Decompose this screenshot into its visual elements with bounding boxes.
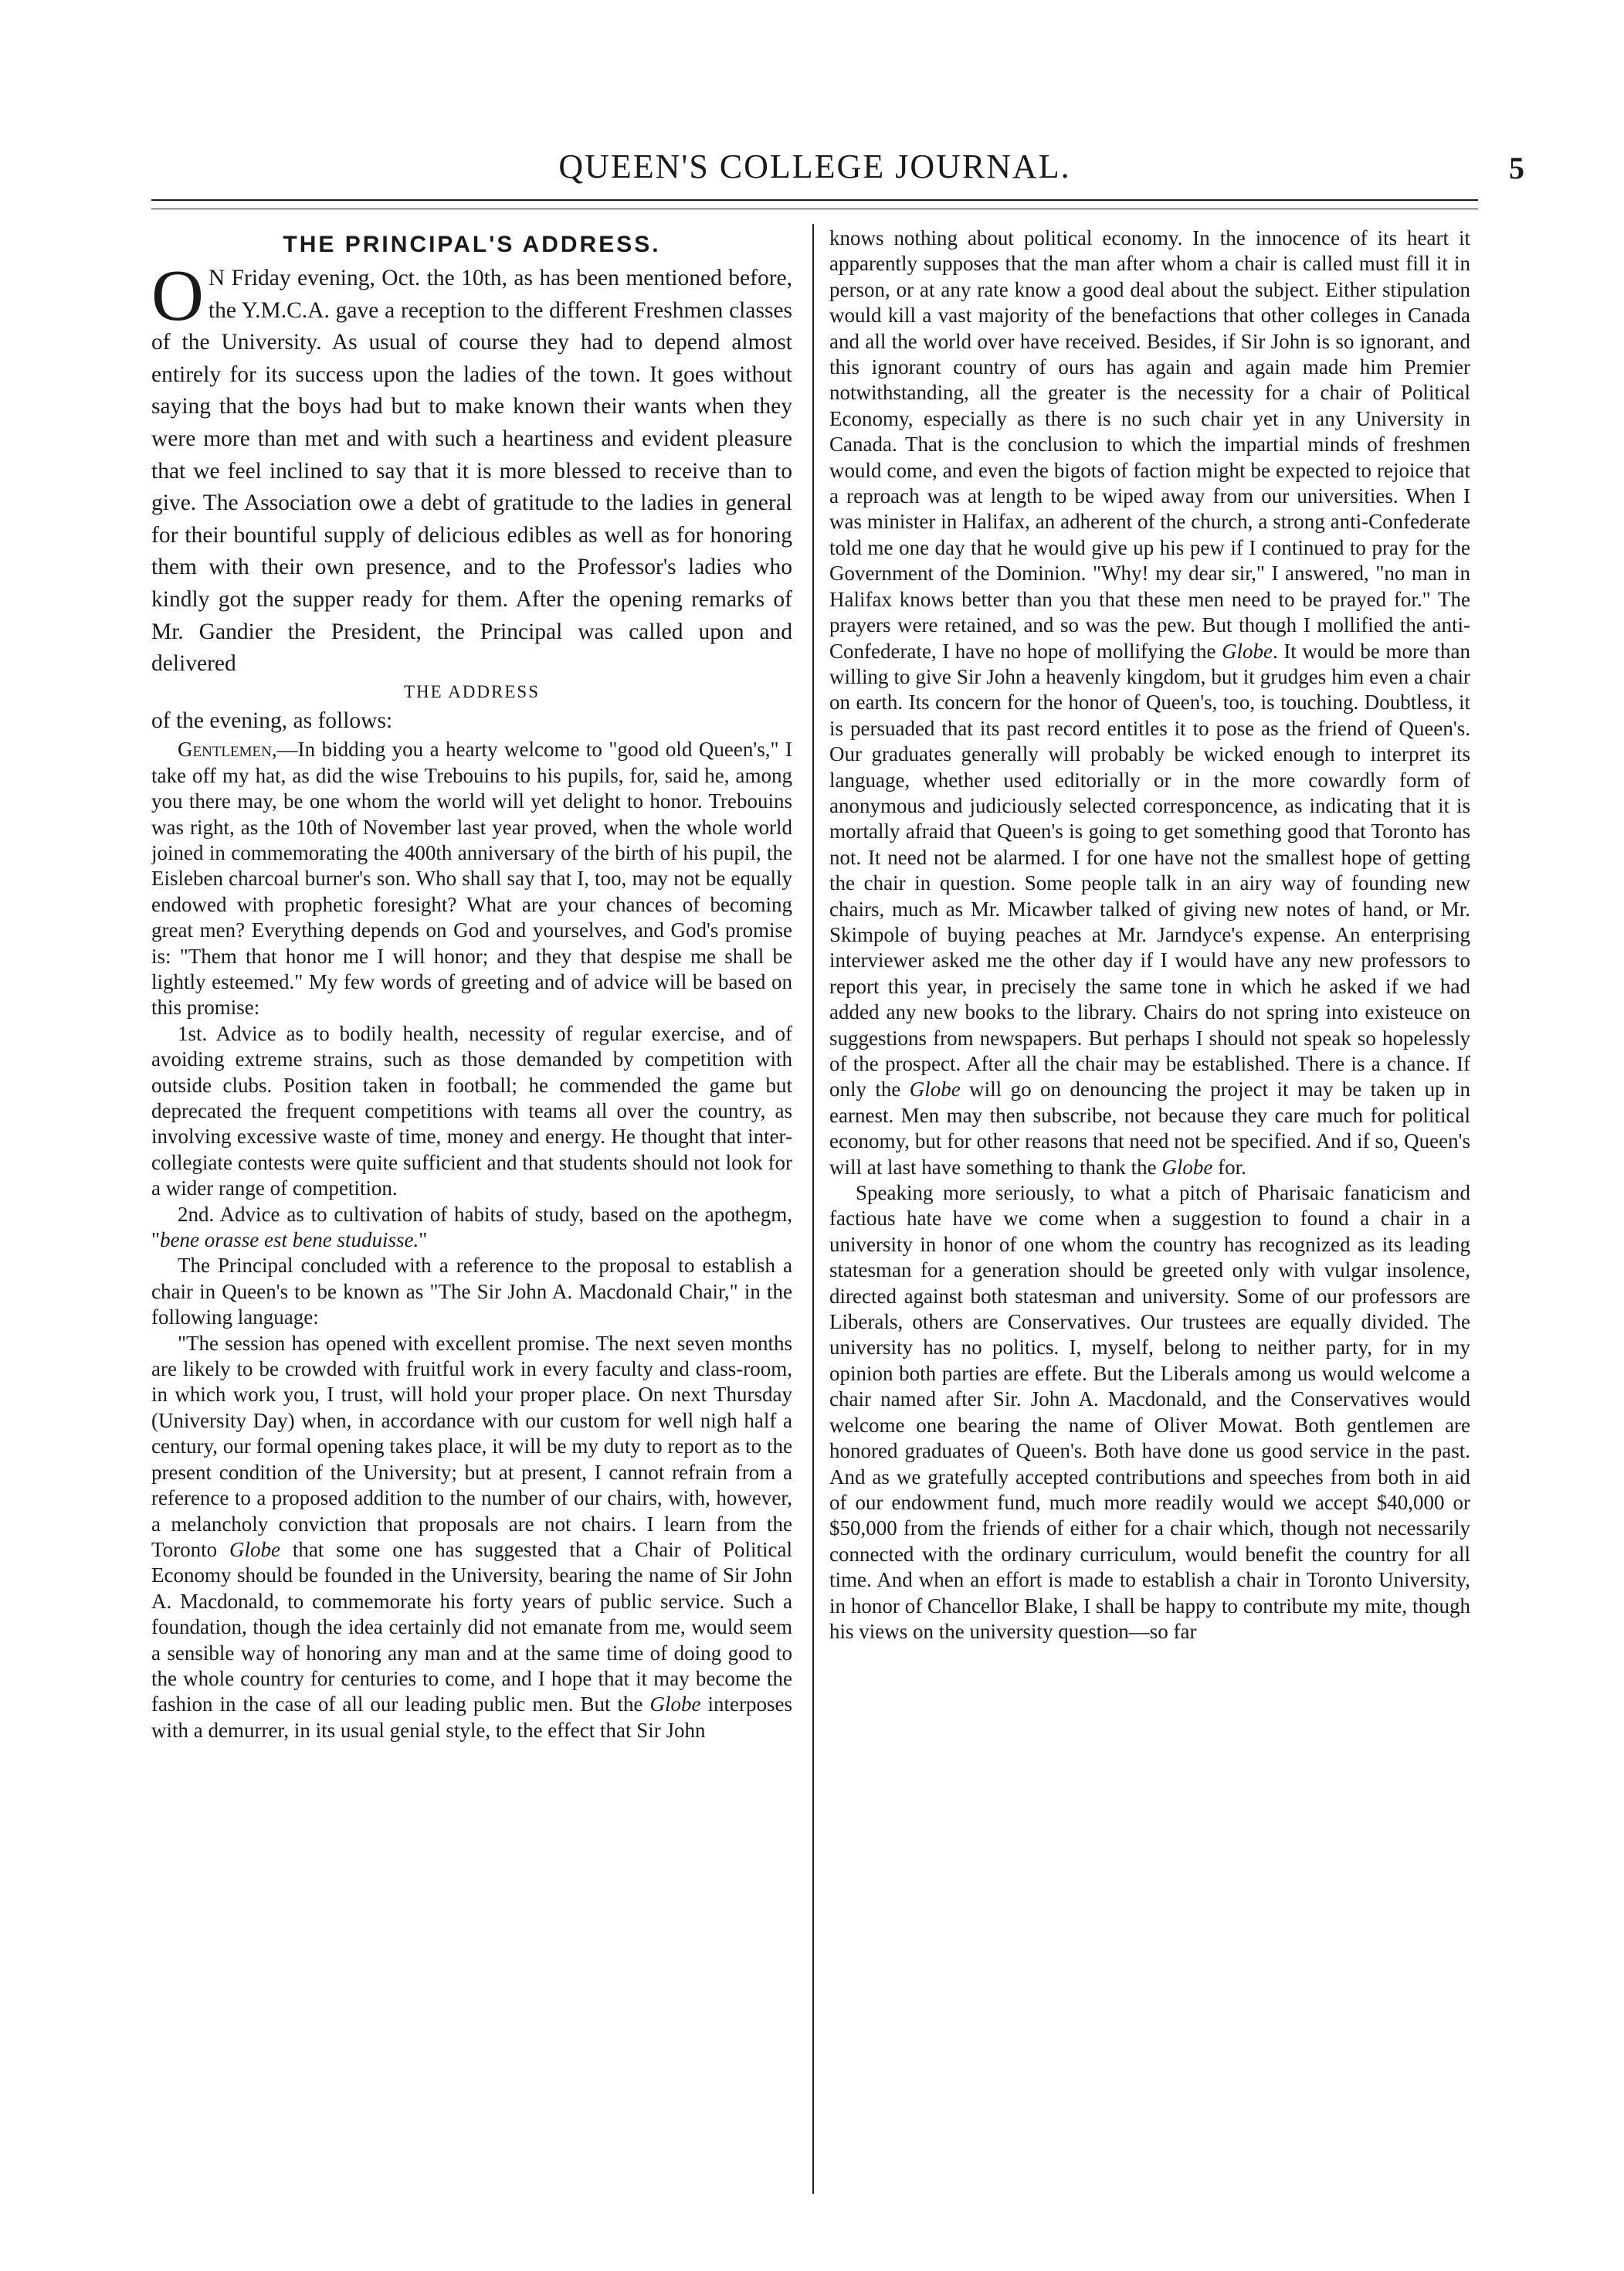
- page-header: [151, 137, 1524, 192]
- globe-ref: Globe: [1222, 639, 1273, 663]
- advice-two-close: ": [419, 1228, 428, 1252]
- right-text-b: . It would be more than willing to give Sir John a heavenly kingdom, but it grudges him even a chair on earth. Its concern for the honor of Queen's, too, is touching. Doubtless, it is persuaded that its past record entitles it to pose as the friend of Queen's. Our graduates generally will probably be wicked enough to interpret its language, whether used editorially or in the more cowardly form of anonymous and judiciously selected corresponcence, as indicating that it is mortally afraid that Queen's is going to get something good that Toronto has not. It need not be alarmed. I for one have not the smallest hope of getting the chair in question. Some people talk in an airy way of founding new chairs, much as Mr. Micawber talked of giving new notes of hand, or Mr. Skimpole of buying peaches at Mr. Jarndyce's expense. An enterprising interviewer asked me the other day if I would have any new professors to report this year, in precisely the same tone in which he asked if we had added any new books to the library. Chairs do not spring into existeuce on suggestions from newspapers. But perhaps I should not speak so hopelessly of the prospect. After all the chair may be established. There is a chance. If only the: [829, 639, 1470, 1102]
- header-rule: [151, 199, 1478, 201]
- gentlemen-paragraph: [151, 737, 792, 1020]
- right-text-c: will go on denouncing the project it may be taken up in earnest. Men may then subscribe, not because they care much for political economy, but for other reasons that need not be specified. And if so, Queen's will at last have something to thank the: [829, 1078, 1470, 1179]
- column-divider: [812, 224, 814, 2194]
- session-text-a: "The session has opened with excellent promise. The next seven months are likely to be crowded with fruitful work in every faculty and class-room, in which work you, I trust, will hold your proper place. On next Thursday (University Day) when, in accordance with our custom for well nigh half a century, our formal opening takes place, it will be my duty to report as to the present condition of the University; but at present, I cannot refrain from a reference to a proposed addition to the number of our chairs, with, however, a melancholy conviction that proposals are not chairs. I learn from the Toronto: [151, 1331, 792, 1561]
- continued-paragraph: [829, 226, 1470, 1180]
- right-column: [829, 226, 1470, 2188]
- journal-title: QUEEN'S COLLEGE JOURNAL.: [558, 148, 1071, 185]
- globe-ref: Globe: [229, 1537, 280, 1561]
- left-column: [151, 226, 792, 2188]
- address-subhead: THE ADDRESS: [404, 681, 540, 701]
- article-headline: THE PRINCIPAL'S ADDRESS.: [283, 232, 661, 257]
- right-text-a: knows nothing about political economy. In the innocence of its heart it apparently supposes that the man after whom a chair is called must fill it in person, or at any rate know a good deal about the subject. Either stipulation would kill a vast majority of the benefactions that other colleges in Canada and all the world over have received. Besides, if Sir John is so ignorant, and this ignorant country of ours has again and again made him Premier notwithstanding, all the greater is the necessity for a chair of Political Economy, especially as there is no such chair yet in any University in Canada. That is the conclusion to which the impartial minds of freshmen would come, and even the bigots of faction might be expected to rejoice that a reproach was at length to be wiped away from our universities. When I was minister in Halifax, an adherent of the church, a strong anti-Confederate told me one day that he would give up his pew if I continued to pray for the Government of the Dominion. "Why! my dear sir," I answered, "no man in Halifax knows better than you that these men need to be prayed for." The prayers were retained, and so was the pew. But though I mollified the anti-Confederate, I have no hope of mollifying the: [829, 226, 1470, 663]
- session-text-c: interposes with a demurrer, in its usual genial style, to the effect that Sir John: [151, 1692, 792, 1742]
- globe-ref: Globe: [649, 1692, 701, 1716]
- advice-two-text: 2nd. Advice as to cultivation of habits of study, based on the apothegm, ": [151, 1202, 792, 1252]
- salutation: Gentlemen,: [178, 738, 277, 762]
- latin-apothegm: bene orasse est bene studuisse.: [160, 1228, 419, 1252]
- advice-one-paragraph: 1st. Advice as to bodily health, necessity of regular exercise, and of avoiding extreme strains, such as those demanded by competition with outside clubs. Position taken in football; he commended the game but deprecated the frequent competitions with teams all over the country, as involving excessive waste of time, money and energy. He thought that inter-collegiate contests were quite sufficient and that students should not look for a wider range of competition.: [151, 1021, 792, 1200]
- session-text-b: that some one has suggested that a Chair of Political Economy should be founded in the University, bearing the name of Sir John A. Macdonald, to commemorate his forty years of public service. Such a foundation, though the idea certainly did not emanate from me, would seem a sensible way of honoring any man and at the same time of doing good to the whole country for centuries to come, and I hope that it may become the fashion in the case of all our leading public men. But the: [151, 1537, 792, 1716]
- of-evening-line: of the evening, as follows:: [151, 708, 393, 733]
- globe-ref: Globe: [909, 1078, 961, 1102]
- advice-two-paragraph: [151, 1202, 792, 1254]
- intro-paragraph: [151, 256, 792, 681]
- speaking-paragraph: Speaking more seriously, to what a pitch of Pharisaic fanaticism and factious hate have we come when a suggestion to found a chair in a university in honor of one whom the country has recognized as its leading statesman for a generation should be greeted only with vulgar insolence, directed against both statesman and university. Some of our professors are Liberals, others are Conservatives. Our trustees are equally divided. The university has no politics. I, myself, belong to neither party, for in my opinion both parties are effete. But the Liberals among us would welcome a chair named after Sir. John A. Macdonald, and the Conservatives would welcome one bearing the name of Oliver Mowat. Both gentlemen are honored graduates of Queen's. Both have done us good service in the past. And as we gratefully accepted contributions and speeches from both in aid of our endowment fund, much more readily would we accept $40,000 or $50,000 from the friends of either for a chair which, though not necessarily connected with the ordinary curriculum, would benefit the country for all time. And when an effort is made to establish a chair in Toronto University, in honor of Chancellor Blake, I shall be happy to contribute my mite, though his views on the university question—so far: [829, 1181, 1470, 1643]
- page-number: 5: [1509, 151, 1524, 185]
- intro-text: N Friday evening, Oct. the 10th, as has been mentioned before, the Y.M.C.A. gave a reception to the different Freshmen classes of the University. As usual of course they had to depend almost entirely for its success upon the ladies of the town. It goes without saying that the boys had but to make known their wants when they were more than met and with such a heartiness and evident pleasure that we feel inclined to say that it is more blessed to receive than to give. The Association owe a debt of gratitude to the ladies in general for their bountiful supply of delicious edibles as well as for honoring them with their own presence, and to the Professor's ladies who kindly got the supper ready for them. After the opening remarks of Mr. Gandier the President, the Principal was called upon and delivered: [151, 266, 792, 677]
- globe-ref: Globe: [1161, 1155, 1213, 1179]
- drop-cap: O: [151, 256, 204, 336]
- conclusion-paragraph: The Principal concluded with a reference to the proposal to establish a chair in Queen's to be known as "The Sir John A. Macdonald Chair," in the following language:: [151, 1254, 792, 1329]
- session-paragraph: [151, 1331, 792, 1744]
- gentlemen-text: —In bidding you a hearty welcome to "good old Queen's," I take off my hat, as did the wise Trebouins to his pupils, for, said he, among you there may, be one whom the world will yet delight to honor. Trebouins was right, as the 10th of November last year proved, when the whole world joined in commemorating the 400th anniversary of the birth of his pupil, the Eisleben charcoal burner's son. Who shall say that I, too, may not be equally endowed with prophetic foresight? What are your chances of becoming great men? Everything depends on God and yourselves, and God's promise is: "Them that honor me I will honor; and they that despise me shall be lightly esteemed." My few words of greeting and of advice will be based on this promise:: [151, 738, 792, 1020]
- right-text-d: for.: [1212, 1155, 1246, 1179]
